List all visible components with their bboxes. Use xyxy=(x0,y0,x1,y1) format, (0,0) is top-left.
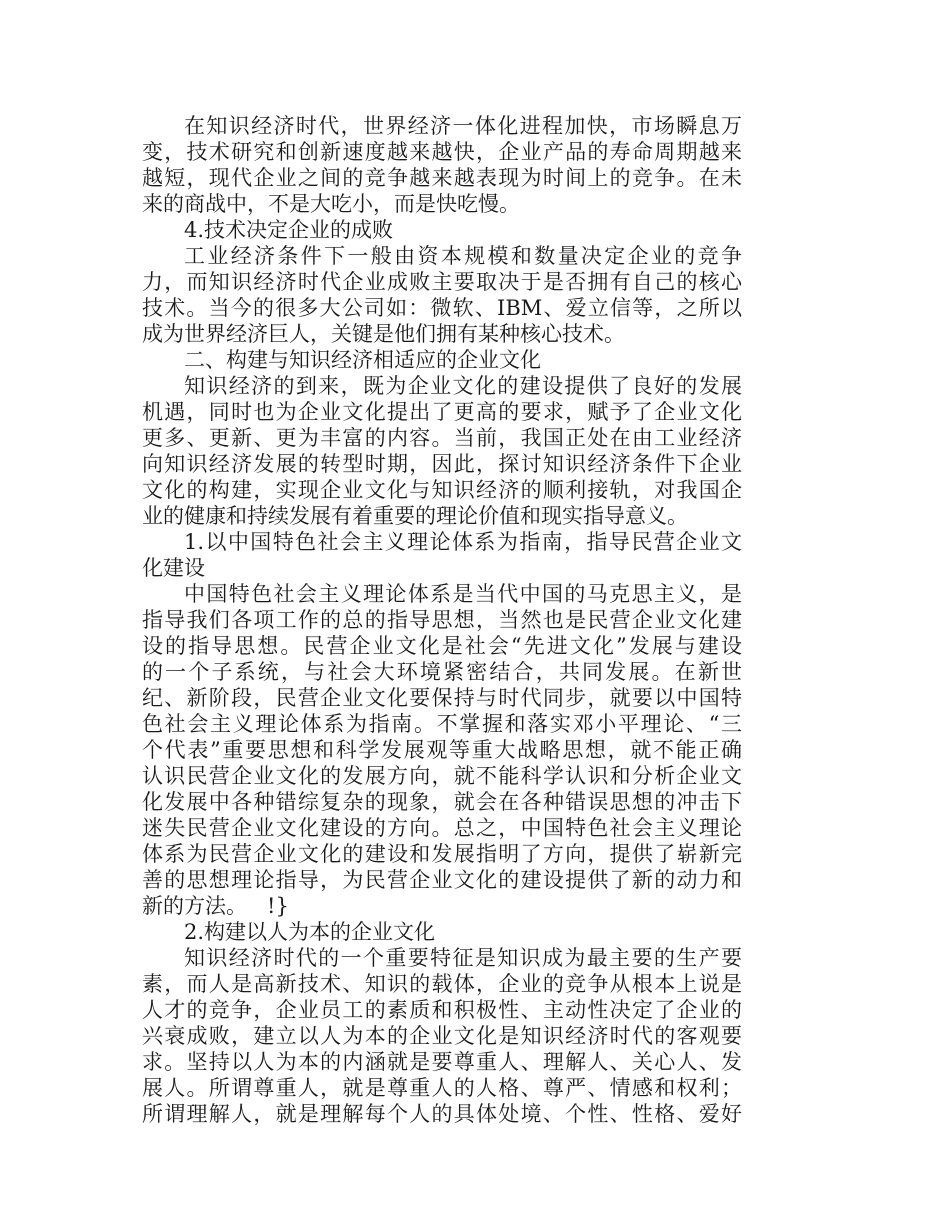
body-text-line: 的一个子系统，与社会大环境紧密结合，共同发展。在新世 xyxy=(142,660,742,684)
body-text-line: 善的思想理论指导，为民营企业文化的建设提供了新的动力和 xyxy=(142,868,742,892)
body-text-line: 新的方法。 !} xyxy=(142,894,289,918)
section-heading: 1.以中国特色社会主义理论体系为指南，指导民营企业文 xyxy=(184,530,742,554)
body-text-line: 向知识经济发展的转型时期，因此，探讨知识经济条件下企业 xyxy=(142,452,742,476)
body-text-line: 知识经济的到来，既为企业文化的建设提供了良好的发展 xyxy=(184,374,742,398)
section-heading: 化建设 xyxy=(142,556,205,580)
body-text-line: 化发展中各种错综复杂的现象，就会在各种错误思想的冲击下 xyxy=(142,790,742,814)
body-text-line: 工业经济条件下一般由资本规模和数量决定企业的竞争 xyxy=(184,244,742,268)
body-text-line: 纪、新阶段，民营企业文化要保持与时代同步，就要以中国特 xyxy=(142,686,742,710)
body-text-line: 机遇，同时也为企业文化提出了更高的要求，赋予了企业文化 xyxy=(142,400,742,424)
body-text-line: 在知识经济时代，世界经济一体化进程加快，市场瞬息万 xyxy=(184,114,742,138)
body-text-line: 来的商战中，不是大吃小，而是快吃慢。 xyxy=(142,192,520,216)
body-text-line: 认识民营企业文化的发展方向，就不能科学认识和分析企业文 xyxy=(142,764,742,788)
body-text-line: 迷失民营企业文化建设的方向。总之，中国特色社会主义理论 xyxy=(142,816,742,840)
body-text-line: 所谓理解人，就是理解每个人的具体处境、个性、性格、爱好 xyxy=(142,1102,742,1126)
body-text-line: 变，技术研究和创新速度越来越快，企业产品的寿命周期越来 xyxy=(142,140,742,164)
body-text-line: 中国特色社会主义理论体系是当代中国的马克思主义，是 xyxy=(184,582,742,606)
body-text-line: 体系为民营企业文化的建设和发展指明了方向，提供了崭新完 xyxy=(142,842,742,866)
body-text-line: 力，而知识经济时代企业成败主要取决于是否拥有自己的核心 xyxy=(142,270,742,294)
body-text-line: 业的健康和持续发展有着重要的理论价值和现实指导意义。 xyxy=(142,504,688,528)
section-heading: 二、构建与知识经济相适应的企业文化 xyxy=(184,348,541,372)
body-text-line: 设的指导思想。民营企业文化是社会“先进文化”发展与建设 xyxy=(142,634,742,658)
body-text-line: 人才的竞争，企业员工的素质和积极性、主动性决定了企业的 xyxy=(142,998,742,1022)
section-heading: 4.技术决定企业的成败 xyxy=(184,218,394,242)
body-text-line: 技术。当今的很多大公司如：微软、IBM、爱立信等，之所以 xyxy=(142,296,742,320)
body-text-line: 文化的构建，实现企业文化与知识经济的顺利接轨，对我国企 xyxy=(142,478,742,502)
body-text-line: 展人。所谓尊重人，就是尊重人的人格、尊严、情感和权利； xyxy=(142,1076,742,1100)
body-text-line: 成为世界经济巨人，关键是他们拥有某种核心技术。 xyxy=(142,322,625,346)
body-text-line: 素，而人是高新技术、知识的载体，企业的竞争从根本上说是 xyxy=(142,972,742,996)
body-text-line: 越短，现代企业之间的竞争越来越表现为时间上的竞争。在未 xyxy=(142,166,742,190)
body-text-line: 色社会主义理论体系为指南。不掌握和落实邓小平理论、“三 xyxy=(142,712,742,736)
body-text-line: 兴衰成败，建立以人为本的企业文化是知识经济时代的客观要 xyxy=(142,1024,742,1048)
section-heading: 2.构建以人为本的企业文化 xyxy=(184,920,436,944)
body-text-line: 知识经济时代的一个重要特征是知识成为最主要的生产要 xyxy=(184,946,742,970)
body-text-line: 指导我们各项工作的总的指导思想，当然也是民营企业文化建 xyxy=(142,608,742,632)
body-text-line: 个代表”重要思想和科学发展观等重大战略思想，就不能正确 xyxy=(142,738,742,762)
body-text-line: 求。坚持以人为本的内涵就是要尊重人、理解人、关心人、发 xyxy=(142,1050,742,1074)
body-text-line: 更多、更新、更为丰富的内容。当前，我国正处在由工业经济 xyxy=(142,426,742,450)
